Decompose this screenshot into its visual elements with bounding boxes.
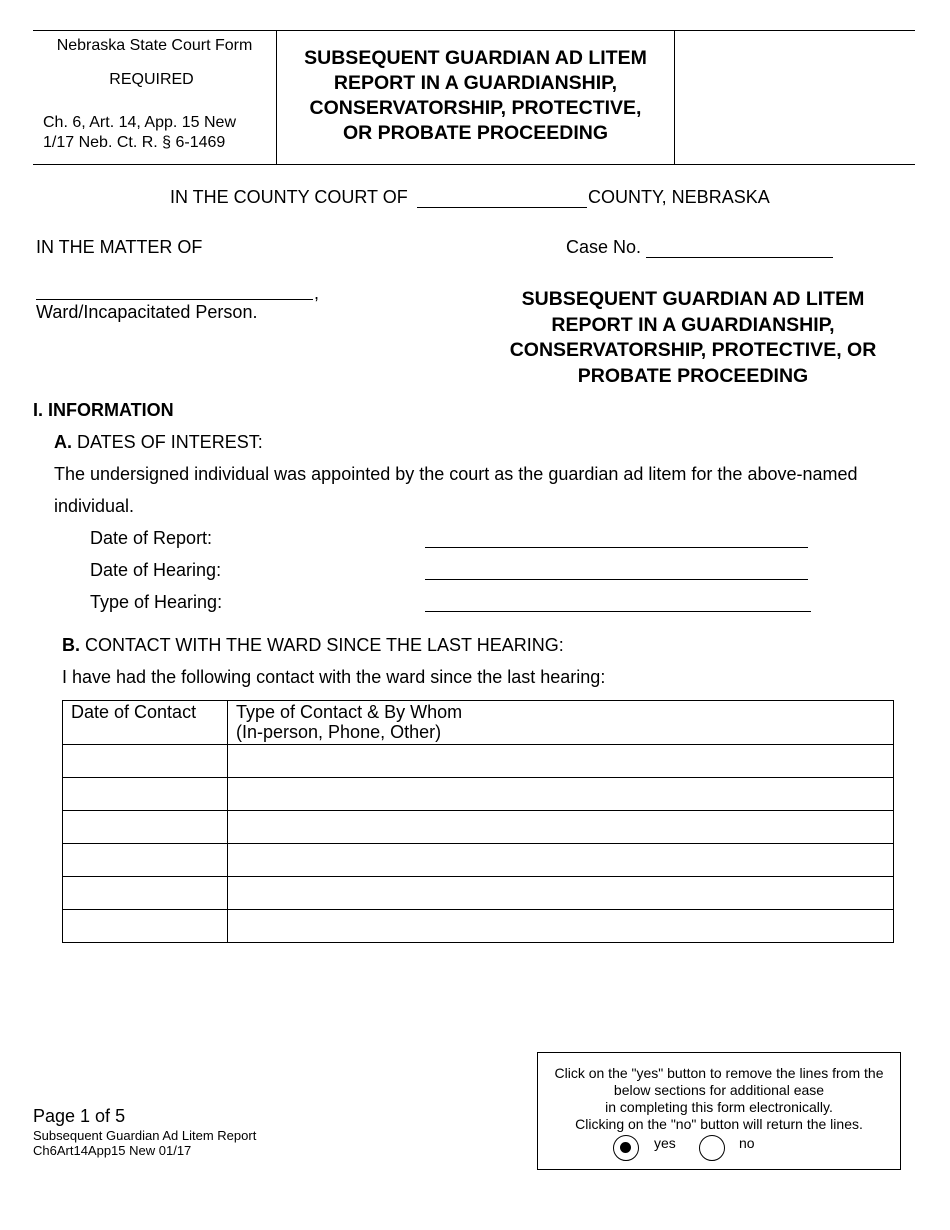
date-cell[interactable] — [63, 745, 228, 778]
col-type-line-1: Type of Contact & By Whom — [236, 702, 463, 722]
form-title-line: SUBSEQUENT GUARDIAN AD LITEM — [304, 47, 647, 69]
citation-line-1: Ch. 6, Art. 14, App. 15 New — [43, 114, 236, 131]
table-row — [63, 877, 894, 910]
subsection-b-heading — [62, 635, 564, 656]
col-type-line-2: (In-person, Phone, Other) — [236, 722, 442, 742]
caption-title-line: CONSERVATORSHIP, PROTECTIVE, OR — [509, 339, 877, 361]
caption-title-line: SUBSEQUENT GUARDIAN AD LITEM — [521, 288, 865, 310]
notice-line: below sections for additional ease — [613, 1082, 825, 1098]
col-date-of-contact: Date of Contact — [63, 701, 228, 745]
ward-name-field[interactable] — [36, 299, 313, 300]
type-cell[interactable] — [228, 778, 894, 811]
matter-of-label: IN THE MATTER OF — [36, 237, 203, 257]
no-label: no — [739, 1135, 755, 1151]
required-label: REQUIRED — [109, 71, 194, 88]
intro-text-line-2: individual. — [54, 496, 135, 516]
subsection-b-title: CONTACT WITH THE WARD SINCE THE LAST HEARING: — [85, 635, 564, 655]
citation-line-2: 1/17 Neb. Ct. R. § 6-1469 — [43, 134, 226, 151]
table-row — [63, 778, 894, 811]
type-of-hearing-field[interactable] — [425, 611, 811, 612]
case-no-field[interactable] — [646, 257, 833, 258]
date-cell[interactable] — [63, 811, 228, 844]
date-of-hearing-field[interactable] — [425, 579, 808, 580]
notice-line: Clicking on the "no" button will return the lines. — [575, 1116, 863, 1132]
section-heading: I. INFORMATION — [33, 400, 174, 420]
type-cell[interactable] — [228, 844, 894, 877]
ward-label: Ward/Incapacitated Person. — [36, 302, 258, 322]
caption-title-line: PROBATE PROCEEDING — [577, 364, 809, 387]
table-row — [63, 811, 894, 844]
notice-text — [540, 1065, 898, 1133]
col-type-of-contact — [228, 701, 894, 745]
date-of-report-field[interactable] — [425, 547, 808, 548]
date-of-hearing-label: Date of Hearing: — [90, 560, 222, 580]
no-radio[interactable] — [699, 1135, 725, 1161]
header-bottom-rule — [33, 164, 915, 165]
court-suffix: COUNTY, NEBRASKA — [588, 187, 770, 207]
date-cell[interactable] — [63, 877, 228, 910]
yes-label: yes — [654, 1135, 676, 1151]
contact-table — [62, 700, 894, 943]
footer-form-name: Subsequent Guardian Ad Litem Report — [33, 1128, 257, 1143]
intro-text-line-1: The undersigned individual was appointed by the court as the guardian ad litem for the above-named — [54, 464, 858, 484]
notice-line: in completing this form electronically. — [605, 1099, 833, 1115]
form-title-line: OR PROBATE PROCEEDING — [342, 122, 609, 144]
caption-title — [478, 287, 908, 389]
footer-form-code: Ch6Art14App15 New 01/17 — [33, 1143, 192, 1158]
subsection-b-letter: B. — [62, 635, 80, 655]
ward-name-comma: , — [314, 283, 320, 303]
form-source: Nebraska State Court Form — [56, 37, 253, 54]
form-title-line: REPORT IN A GUARDIANSHIP, — [333, 72, 618, 94]
type-cell[interactable] — [228, 745, 894, 778]
table-row — [63, 910, 894, 943]
table-row — [63, 844, 894, 877]
subsection-b-intro: I have had the following contact with the ward since the last hearing: — [62, 667, 606, 687]
type-of-hearing-label: Type of Hearing: — [90, 592, 223, 612]
subsection-a-letter: A. — [54, 432, 72, 452]
date-cell[interactable] — [63, 778, 228, 811]
court-prefix: IN THE COUNTY COURT OF — [170, 187, 408, 207]
table-header-row — [63, 701, 894, 745]
page-number: Page 1 of 5 — [33, 1106, 126, 1126]
form-title-line: CONSERVATORSHIP, PROTECTIVE, — [309, 97, 642, 119]
subsection-a-title: DATES OF INTEREST: — [77, 432, 263, 452]
notice-line: Click on the "yes" button to remove the lines from the — [554, 1065, 884, 1081]
date-cell[interactable] — [63, 844, 228, 877]
header-top-rule — [33, 30, 915, 31]
case-no-label: Case No. — [566, 237, 642, 257]
type-cell[interactable] — [228, 910, 894, 943]
radio-selected-dot — [620, 1142, 631, 1153]
date-of-report-label: Date of Report: — [90, 528, 213, 548]
form-title — [277, 46, 674, 146]
type-cell[interactable] — [228, 811, 894, 844]
subsection-a-heading — [54, 432, 263, 453]
yes-radio[interactable] — [613, 1135, 639, 1161]
caption-title-line: REPORT IN A GUARDIANSHIP, — [551, 313, 835, 336]
type-cell[interactable] — [228, 877, 894, 910]
table-row — [63, 745, 894, 778]
county-name-field[interactable] — [417, 207, 587, 208]
header-divider-right — [674, 30, 675, 165]
date-cell[interactable] — [63, 910, 228, 943]
